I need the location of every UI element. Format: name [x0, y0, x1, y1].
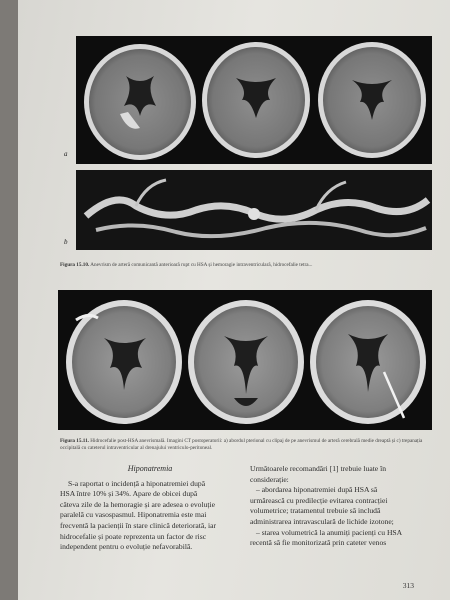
ct-postop-slices — [58, 290, 432, 430]
angiography-image — [76, 170, 432, 250]
book-page — [18, 0, 450, 600]
figure-15-11-caption-text: Hidrocefalie post-HSA anevrismală. Imagini CT postoperatorii: a) abordul pterional cu clipaj de pe anevrismul de arteră cerebrală medie dreaptă și c) trepanația occipitală cu cateterul intraventricular al drenajului ventriculo-peritoneal. — [60, 438, 423, 451]
page-number: 313 — [402, 581, 414, 590]
right-line: urmărească cu predilecție evitarea contracției — [250, 495, 388, 505]
section-title-hiponatremia: Hiponatremia — [127, 464, 173, 473]
figure-15-10-panel-b — [76, 170, 432, 250]
left-column — [60, 464, 240, 553]
figure-15-11-image — [58, 290, 432, 430]
left-line: frecventă la pacienții în stare clinică deteriorată, iar — [60, 520, 217, 530]
right-line: – abordarea hiponatremiei după HSA să — [256, 485, 378, 495]
left-line: paralelă cu vasospasmul. Hiponatremia este mai — [60, 510, 207, 520]
left-line: HSA între 10% și 34%. Apare de obicei după — [60, 489, 198, 499]
figure-15-10-caption-label: Figura 15.10. — [60, 262, 90, 268]
right-line: administrarea intravasculară de lichide izotone; — [250, 516, 394, 526]
ct-slices-row-a — [76, 36, 432, 164]
right-line: recentă să fie monitorizată prin cateter venos — [250, 538, 387, 548]
figure-15-11-caption-label: Figura 15.11. — [60, 438, 89, 444]
figure-15-10-caption — [60, 262, 432, 269]
left-line: câteva zile de la hemoragie și are adesea o evoluție — [60, 499, 215, 509]
panel-label-a: a — [64, 150, 68, 158]
figure-15-11-caption — [60, 438, 432, 452]
figure-15-10-caption-text: Anevrism de arteră comunicantă anterioară rupt cu HSA și hemoragie intraventriculară, hidrocefalie tetra... — [90, 262, 313, 268]
panel-label-b: b — [64, 238, 68, 246]
right-line: – starea volumetrică la anumiți pacienți cu HSA — [256, 527, 403, 537]
right-line: considerație: — [250, 474, 289, 484]
right-column — [250, 464, 432, 549]
left-line: hidrocefalie și poate reprezenta un factor de risc — [60, 531, 207, 541]
left-line: S-a raportat o incidență a hiponatremiei după — [68, 478, 206, 488]
right-line: volumetrice; tratamentul trebuie să includă — [250, 506, 381, 516]
figure-15-10-panel-a — [76, 36, 432, 164]
right-line: Următoarele recomandări [1] trebuie luate în — [250, 464, 386, 473]
left-line: independent pentru o evoluție nefavorabilă. — [60, 542, 193, 552]
